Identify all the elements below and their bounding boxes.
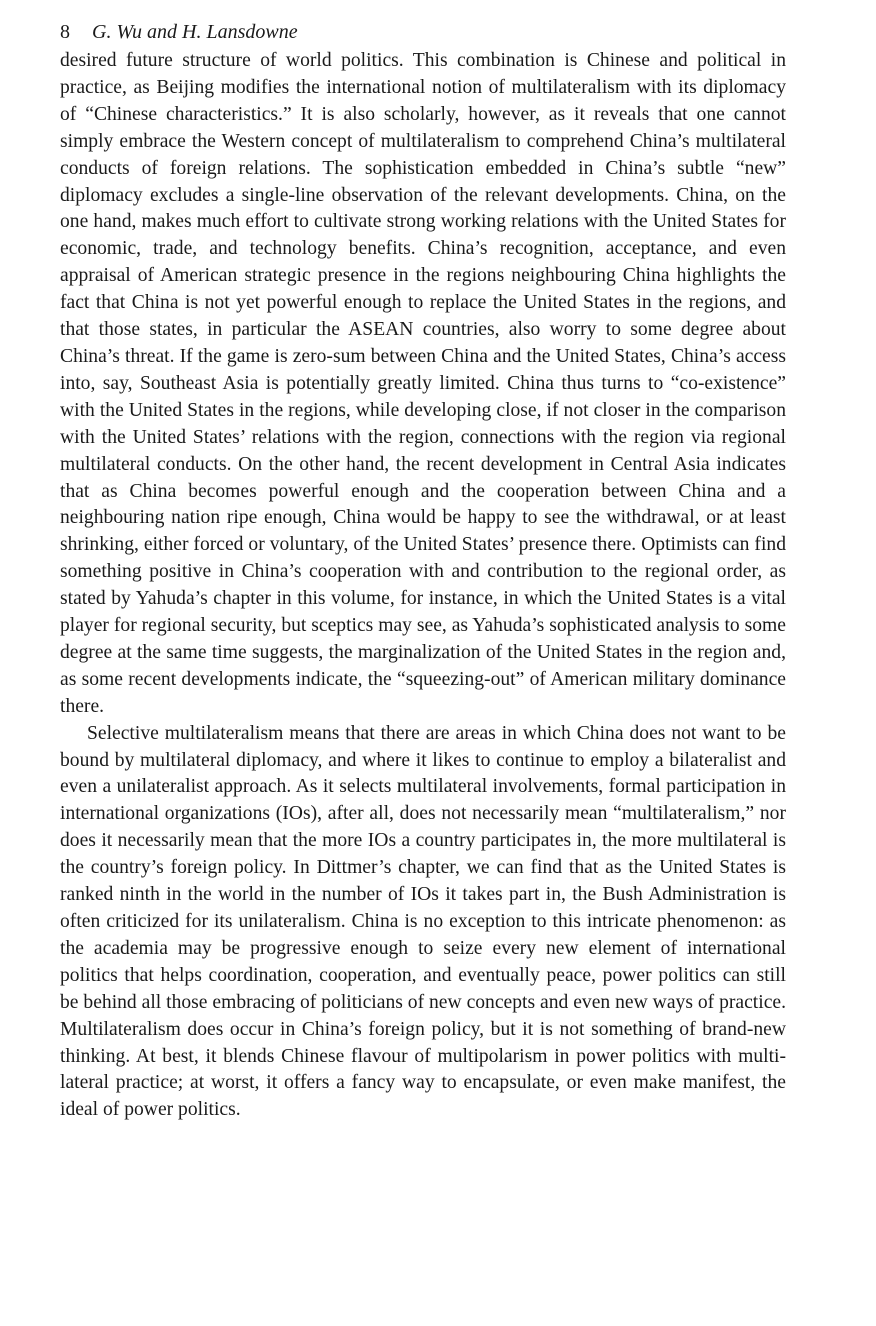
running-head [60,18,786,46]
body-text [60,48,786,1124]
paragraph-selective-multilateralism: Selective multilateralism means that there are areas in which China does not want to be bound by multilateral diplomacy, and where it likes to continue to employ a bilateralist and even a unilateralist approach. As it selects multilateral involvements, formal participation in international organizations (IOs), after all, does not necessarily mean “multilateralism,” nor does it necessarily mean that the more IOs a country participates in, the more multilateral is the country’s foreign policy. In Dittmer’s chapter, we can find that as the United States is ranked ninth in the world in the number of IOs it takes part in, the Bush Administration is often criticized for its unilateralism. China is no exception to this intricate phenomenon: as the academia may be progressive enough to seize every new element of international politics that helps coordination, cooperation, and eventually peace, power politics can still be behind all those embracing of politicians of new concepts and even new ways of practice. Multilateralism does occur in China’s foreign policy, but it is not something of brand-new thinking. At best, it blends Chinese flavour of multipolarism in power politics with multilateral practice; at worst, it offers a fancy way to encapsulate, or even make manifest, the ideal of power politics. [60,722,786,1121]
running-head-authors: G. Wu and H. Lansdowne [92,21,298,43]
page-number: 8 [60,21,70,43]
paragraph-continued: desired future structure of world politics. This combination is Chinese and political in practice, as Beijing modifies the international notion of multilateralism with its diplomacy of “Chinese characteristics.” It is also scholarly, however, as it reveals that one cannot simply embrace the Western concept of multilateralism to comprehend China’s multilateral conducts of foreign relations. The sophistication embedded in China’s subtle “new” diplomacy excludes a single-line observation of the relevant developments. China, on the one hand, makes much effort to cultivate strong working relations with the United States for economic, trade, and technology benefits. China’s recognition, acceptance, and even appraisal of American strategic presence in the regions neighbouring China highlights the fact that China is not yet powerful enough to replace the United States in the regions, and that those states, in particular the ASEAN countries, also worry to some degree about China’s threat. If the game is zero-sum between China and the United States, China’s access into, say, Southeast Asia is potentially greatly limited. China thus turns to “co-existence” with the United States in the regions, while developing close, if not closer in the comparison with the United States’ relations with the region, connections with the region via regional multilateral conducts. On the other hand, the recent development in Central Asia indicates that as China becomes powerful enough and the cooperation between China and a neighbouring nation ripe enough, China would be happy to see the withdrawal, or at least shrinking, either forced or voluntary, of the United States’ presence there. Optimists can find something positive in China’s cooperation with and contribution to the regional order, as stated by Yahuda’s chapter in this volume, for instance, in which the United States is a vital player for regional security, but sceptics may see, as Yahuda’s sophisticated analysis to some degree at the same time suggests, the marginalization of the United States in the region and, as some recent developments indicate, the “squeezing-out” of American military dominance there. [60,50,786,717]
book-page [60,18,786,1124]
